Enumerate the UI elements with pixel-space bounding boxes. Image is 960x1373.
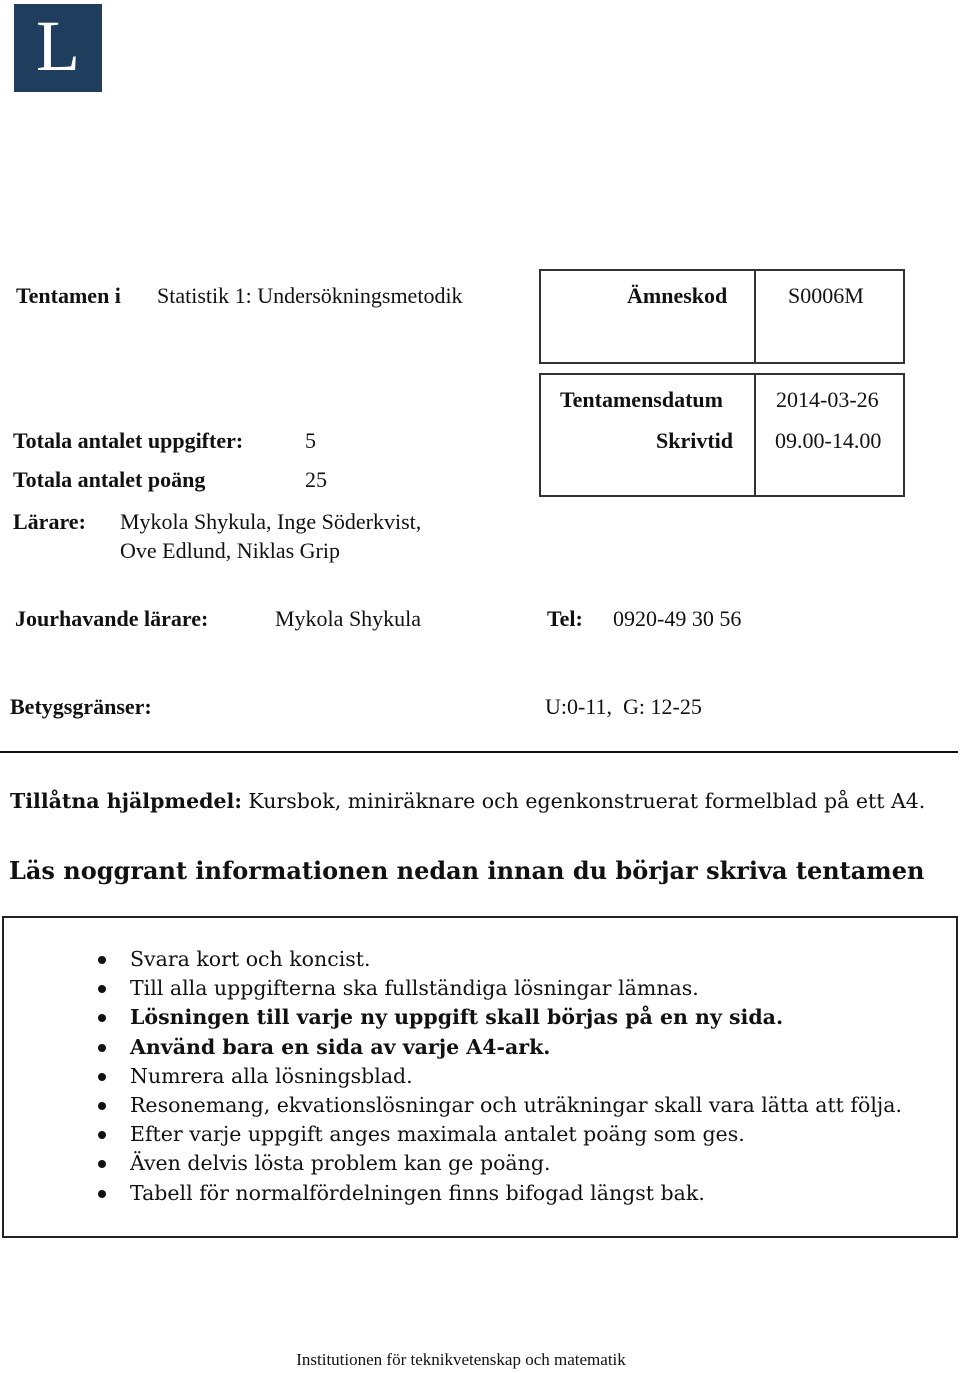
on-duty-name: Mykola Shykula	[275, 606, 422, 631]
grade-limits-label: Betygsgränser:	[10, 694, 152, 719]
total-points-label: Totala antalet poäng	[13, 467, 206, 492]
writing-time-value: 09.00-14.00	[775, 428, 882, 453]
rule-item: Efter varje uppgift anges maximala antalet poäng som ges.	[96, 1120, 902, 1149]
rule-item: Tabell för normalfördelningen finns bifogad längst bak.	[96, 1179, 902, 1208]
allowed-aids-value: Kursbok, miniräknare och egenkonstruerat formelblad på ett A4.	[248, 789, 926, 813]
rule-item: Även delvis lösta problem kan ge poäng.	[96, 1149, 902, 1178]
rule-item: Till alla uppgifterna ska fullständiga lösningar lämnas.	[96, 974, 902, 1003]
grade-limits-value: U:0-11, G: 12-25	[545, 694, 702, 719]
teachers-line-2: Ove Edlund, Niklas Grip	[120, 538, 340, 563]
rule-item: Använd bara en sida av varje A4-ark.	[96, 1033, 902, 1062]
rule-item: Svara kort och koncist.	[96, 945, 902, 974]
subject-code-divider	[754, 269, 756, 364]
writing-time-label: Skrivtid	[656, 428, 734, 453]
logo-letter: L	[36, 6, 80, 86]
rule-item: Lösningen till varje ny uppgift skall börjas på en ny sida.	[96, 1003, 902, 1032]
instructions-heading: Läs noggrant informationen nedan innan du börjar skriva tentamen	[9, 856, 925, 885]
teachers-line-1: Mykola Shykula, Inge Söderkvist,	[120, 509, 422, 534]
course-name: Statistik 1: Undersökningsmetodik	[157, 283, 463, 308]
allowed-aids	[10, 789, 925, 813]
subject-code-value: S0006M	[788, 283, 864, 308]
university-logo	[14, 4, 102, 92]
allowed-aids-label: Tillåtna hjälpmedel:	[10, 789, 242, 813]
on-duty-label: Jourhavande lärare:	[15, 606, 209, 631]
subject-code-label: Ämneskod	[627, 283, 728, 308]
phone-number: 0920-49 30 56	[613, 606, 742, 631]
section-divider	[0, 751, 958, 753]
total-points-value: 25	[305, 467, 327, 492]
total-tasks-value: 5	[305, 428, 316, 453]
institution-footer: Institutionen för teknikvetenskap och matematik	[296, 1350, 626, 1369]
rule-item: Resonemang, ekvationslösningar och uträkningar skall vara lätta att följa.	[96, 1091, 902, 1120]
teachers-label: Lärare:	[13, 509, 86, 534]
rules-list	[96, 945, 902, 1208]
exam-date-label: Tentamensdatum	[560, 387, 723, 412]
exam-label: Tentamen i	[16, 283, 121, 308]
rule-item: Numrera alla lösningsblad.	[96, 1062, 902, 1091]
date-time-divider	[754, 373, 756, 497]
total-tasks-label: Totala antalet uppgifter:	[13, 428, 244, 453]
exam-date-value: 2014-03-26	[776, 387, 879, 412]
phone-label: Tel:	[547, 606, 583, 631]
